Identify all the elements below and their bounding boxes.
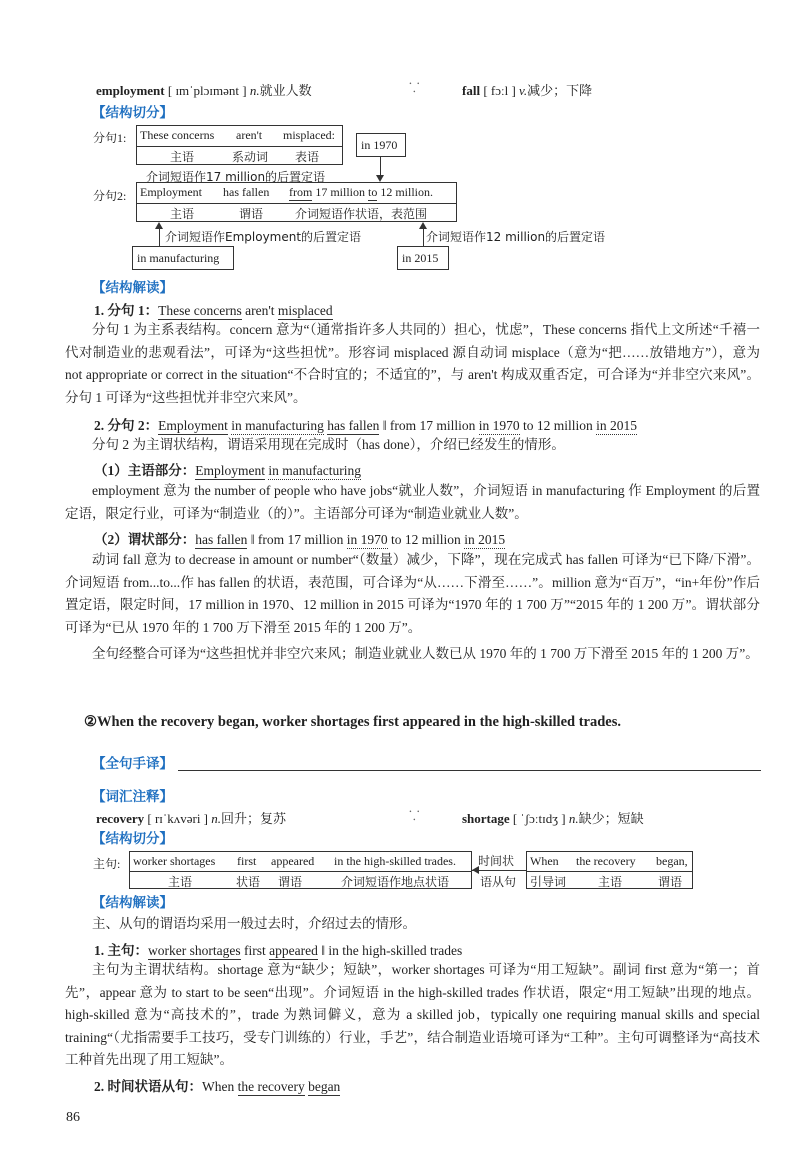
note-manufacturing: 介词短语作Employment的后置定语 [165,230,362,244]
c1-predicative-text: misplaced: [283,128,335,142]
clause-label: 分句1: [93,131,127,145]
c2-subject-text: Employment [140,185,202,199]
predicate-part-heading: （2）谓状部分：has fallen ‖ from 17 million in 1970 to 12 million in 2015 [94,532,506,547]
clause2-intro: 分句 2 为主谓状结构，谓语采用现在完成时（has done），介绍已经发生的情形。 [92,437,565,452]
sub-when-text: When [530,854,559,868]
vocab-entry-fall: fall [ fɔːl ] v.减少；下降 [462,83,593,98]
note-1970: 介词短语作17 million的后置定语 [146,170,326,184]
vocab-entry-employment: employment [ ɪmˈplɔɪmənt ] n.就业人数 [96,83,312,98]
subject-part-heading: （1）主语部分：Employment in manufacturing [94,463,361,478]
main-role-subject: 主语 [168,875,193,889]
connector-line [380,157,381,177]
note-2015: 介词短语作12 million的后置定语 [426,230,606,244]
c1-role-subject: 主语 [170,150,195,164]
c1-role-predicative: 表语 [295,150,320,164]
sub-role-subject: 主语 [598,875,623,889]
c1-subject-text: These concerns [140,128,215,142]
arrow-left-icon [472,866,479,874]
main-clause-label: 主句: [93,857,121,871]
c2-verb-text: has fallen [223,185,270,199]
subject-part-explanation: employment 意为 the number of people who have jobs“就业人数”，介词短语 in manufacturing 作 Employment 的后置定语，限定行业，可译为“制造业（的）”。主语部分可译为“制造业就业人数”。 [65,483,760,521]
tense-note: 主、从句的谓语均采用一般过去时，介绍过去的情形。 [92,916,416,931]
clause1-heading: 1. 分句 1：These concerns aren't misplaced [94,303,333,318]
clause2-box [136,182,457,222]
c2-adverbial-text: from 17 million to 12 million. [289,185,434,199]
in1970-box: in 1970 [356,133,406,157]
sub-subject-text: the recovery [576,854,636,868]
in-manufacturing-box: in manufacturing [132,246,234,270]
section-full-translation: 【全句手译】 [92,756,173,772]
time-clause-heading: 2. 时间状语从句：When the recovery began [94,1079,341,1094]
c2-role-verb: 谓语 [239,207,264,221]
clause-label: 分句2: [93,189,127,203]
divider-glyph: ⸪ [409,80,420,95]
c1-linkverb-text: aren't [236,128,263,142]
translation-blank-line[interactable] [178,770,761,771]
vocab-entry-shortage: shortage [ ˈʃɔːtɪdʒ ] n.缺少；短缺 [462,811,644,826]
in2015-box: in 2015 [397,246,449,270]
sub-role-verb: 谓语 [658,875,683,889]
divider-glyph: ⸪ [409,808,420,823]
sub-role-conj: 引导词 [530,875,567,889]
c1-role-linkverb: 系动词 [232,150,269,164]
connector-line [159,228,160,246]
section-structure-split: 【结构切分】 [92,831,173,847]
clause-connector-bottom: 语从句 [480,875,517,889]
clause1-box [136,125,343,165]
c2-role-adverbial: 介词短语作状语，表范围 [295,207,428,221]
main-clause-heading: 1. 主句：worker shortages first appeared ‖ in the high-skilled trades [94,943,463,958]
main-role-verb: 谓语 [278,875,303,889]
main-adverb-text: first [237,854,257,868]
full-translation-1: 全句经整合可译为“这些担忧并非空穴来风；制造业就业人数已从 1970 年的 1 700 万下滑至 2015 年的 1 200 万”。 [92,646,759,661]
main-subject-text: worker shortages [133,854,216,868]
c2-role-subject: 主语 [170,207,195,221]
main-adverbial-text: in the high-skilled trades. [334,854,456,868]
arrow-down-icon [376,175,384,182]
connector-line [472,870,526,871]
clause-connector-top: 时间状 [478,854,515,868]
section-structure-explain: 【结构解读】 [92,895,173,911]
page-number: 86 [66,1110,80,1125]
section-vocab-notes: 【词汇注释】 [92,789,173,805]
main-clause-box [129,851,472,889]
sub-clause-box [526,851,693,889]
connector-line [423,228,424,246]
section-structure-explain: 【结构解读】 [92,280,173,296]
sentence-2: ②When the recovery began, worker shortages first appeared in the high-skilled trades. [84,714,621,730]
section-structure-split: 【结构切分】 [92,105,173,121]
clause1-explanation: 分句 1 为主系表结构。concern 意为“（通常指许多人共同的）担心，忧虑”，These concerns 指代上文所述“千禧一代对制造业的悲观看法”，可译为“这些担忧”。形容词 misplaced 源自动词 misplace（意为“把……放错地方”），意为 not appropriate or correct in the situation“不合时宜的；不适宜的”，与 aren't 构成双重否定，可合译为“并非空穴来风”。分句 1 可译为“这些担忧并非空穴来风”。 [65,322,760,405]
main-role-adverbial: 介词短语作地点状语 [341,875,450,889]
clause2-heading: 2. 分句 2：Employment in manufacturing has fallen ‖ from 17 million in 1970 to 12 million in 2015 [94,418,638,433]
main-clause-explanation: 主句为主谓状结构。shortage 意为“缺少；短缺”，worker shortages 可译为“用工短缺”。副词 first 意为“第一；首先”，appear 意为 to start to be seen“出现”。介词短语 in the high-skilled trades 作状语，限定“用工短缺”出现的地点。high-skilled 意为“高技术的”，trade 为熟词僻义，意为 a skilled job，typically one requiring manual skills and special training“（尤指需要手工技巧，受专门训练的）行业，手艺”，结合制造业语境可译为“工种”。主句可调整译为“高技术工种首先出现了用工短缺”。 [65,962,760,1067]
vocab-entry-recovery: recovery [ rɪˈkʌvəri ] n.回升；复苏 [96,811,287,826]
main-verb-text: appeared [271,854,315,868]
predicate-part-explanation: 动词 fall 意为 to decrease in amount or number“（数量）减少，下降”，现在完成式 has fallen 可译为“已下降/下滑”。介词短语 from...to...作 has fallen 的状语，表范围，可合译为“从……下滑至……”。million 意为“百万”，“in+年份”作后置定语，限定时间，17 million in 1970、12 million in 2015 可译为“1970 年的 1 700 万”“2015 年的 1 200 万”。谓状部分可译为“已从 1970 年的 1 700 万下滑至 2015 年的 1 200 万”。 [65,552,760,635]
main-role-adverb: 状语 [236,875,261,889]
sub-verb-text: began, [656,854,688,868]
